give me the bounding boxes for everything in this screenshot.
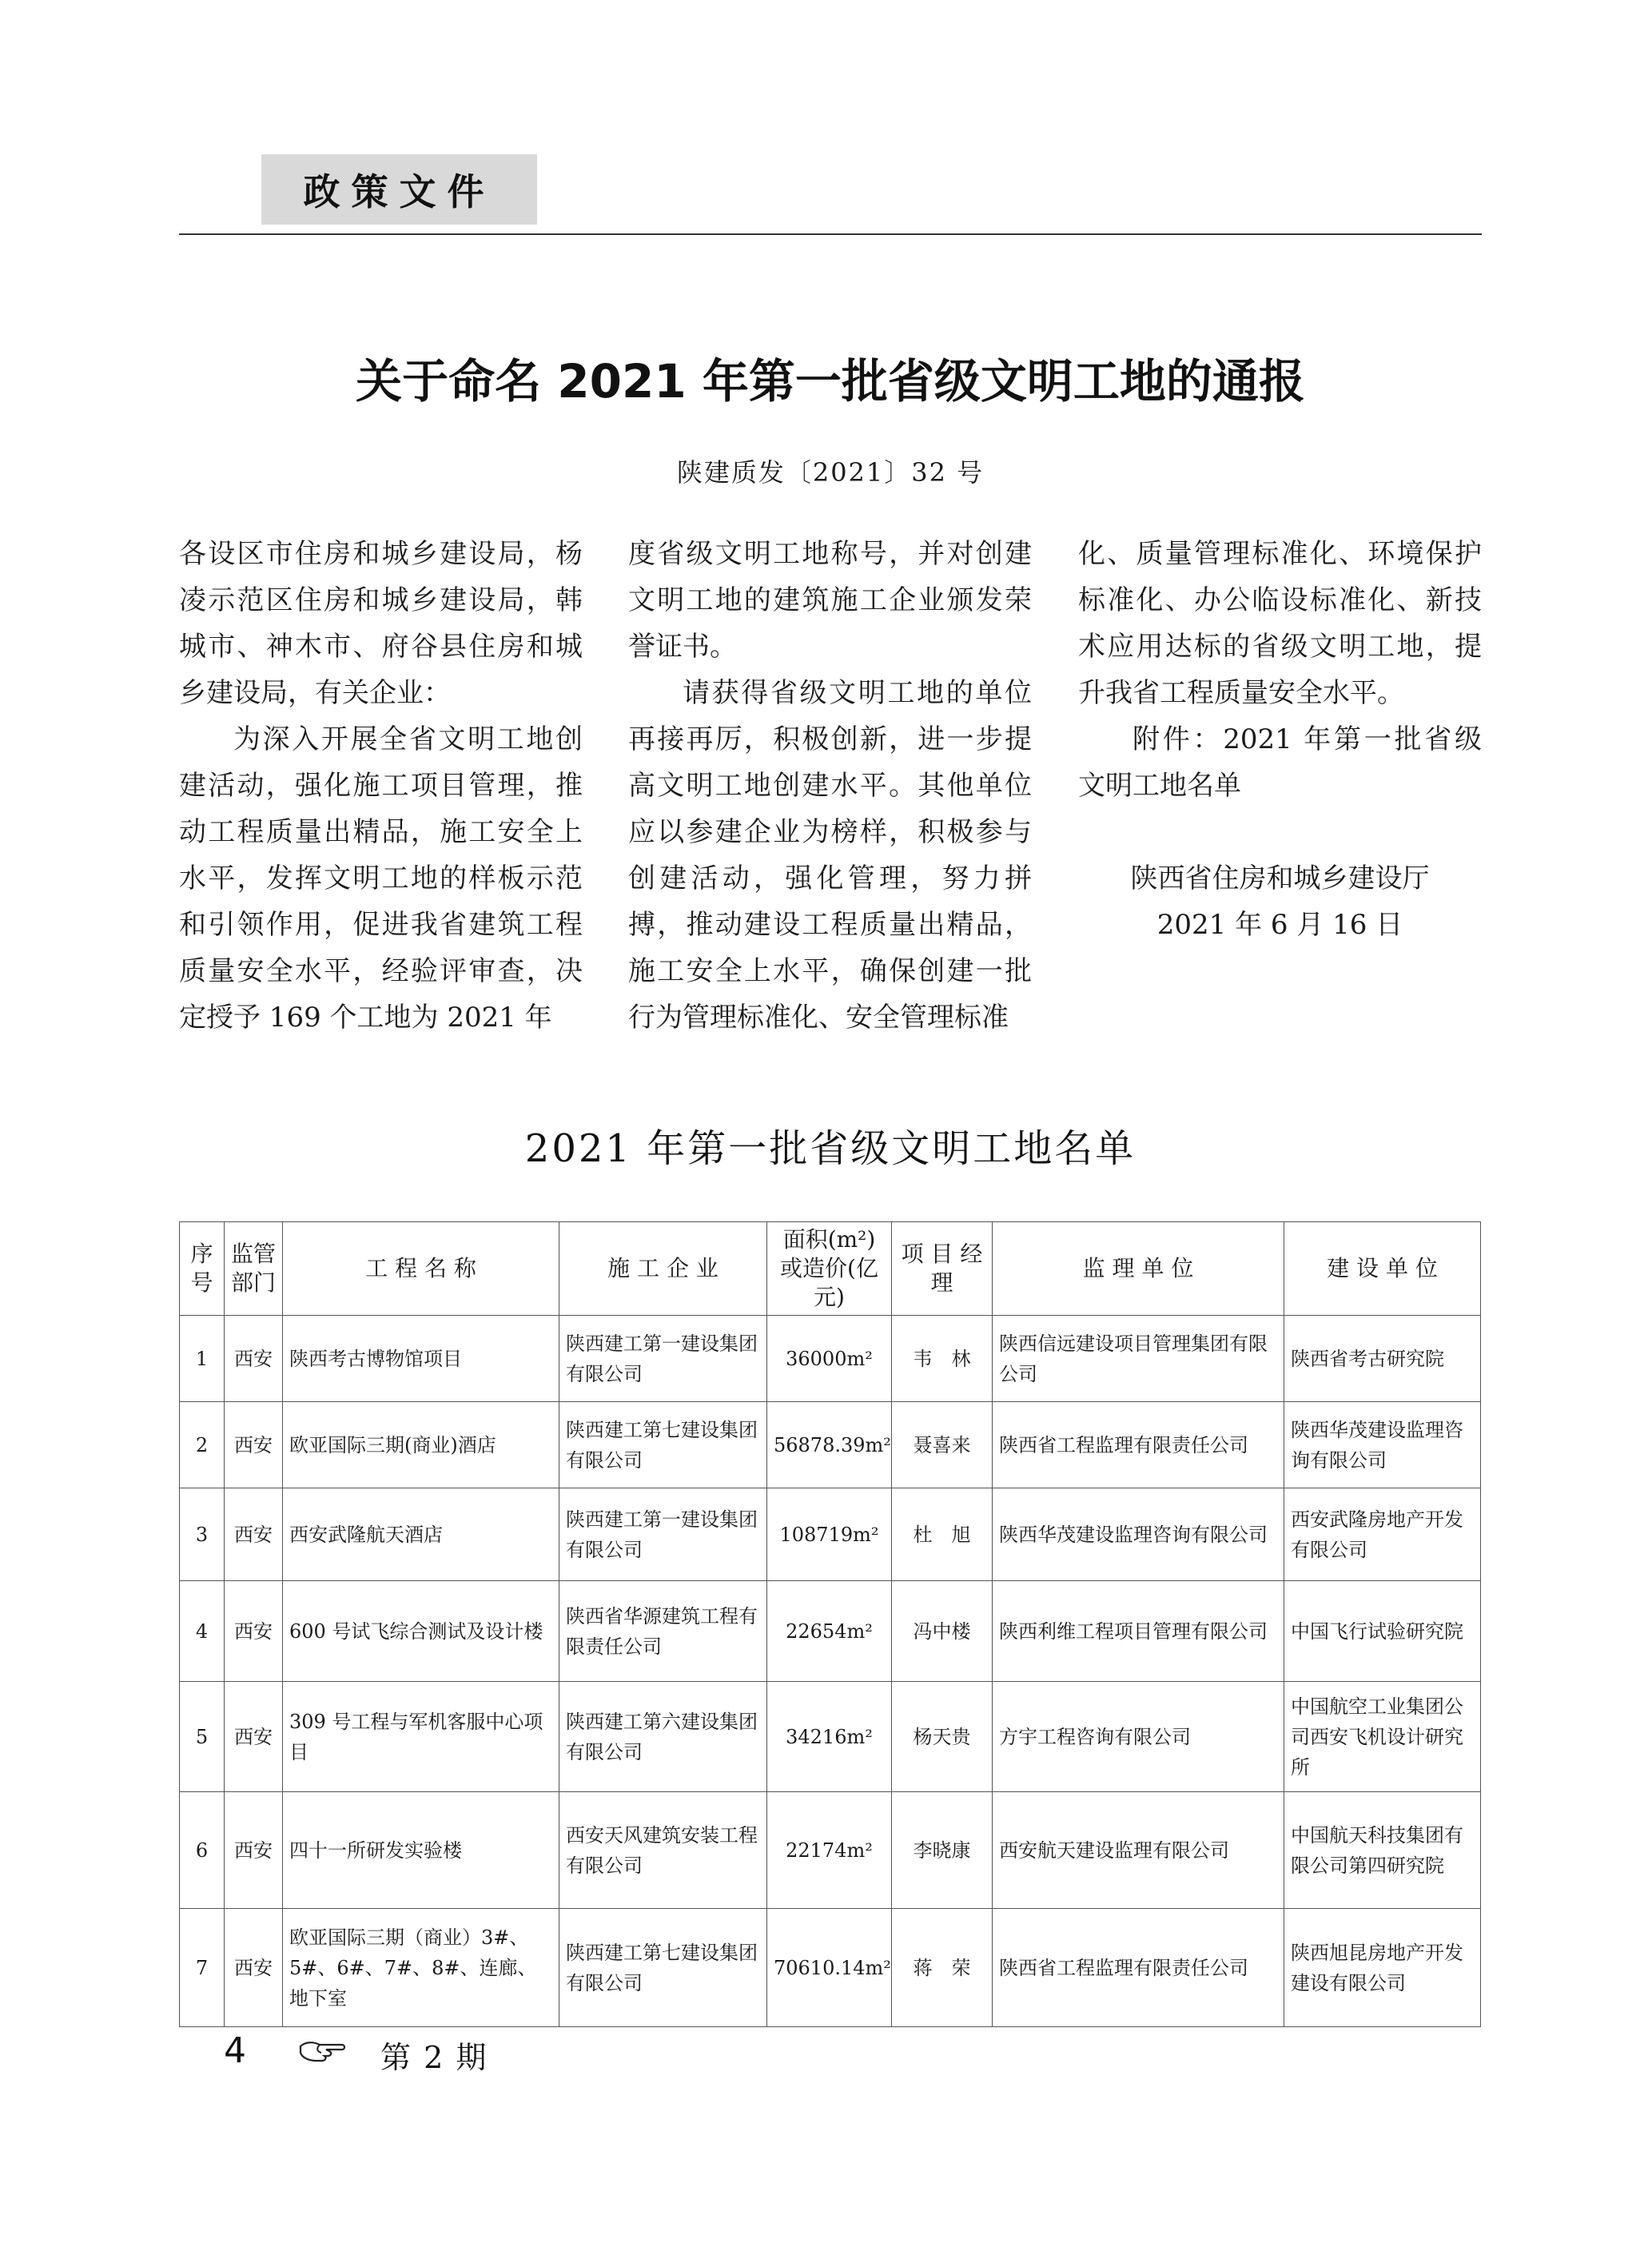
body-column-1 — [179, 531, 583, 1041]
attachment-note: 附件：2021 年第一批省级文明工地名单 — [1078, 723, 1482, 802]
cell-project-name: 四十一所研发实验楼 — [283, 1792, 559, 1909]
table-row — [180, 1402, 1481, 1488]
table-row — [180, 1316, 1481, 1402]
signer: 陕西省住房和城乡建设厅 — [1130, 863, 1430, 894]
section-tag: 政策文件 — [261, 154, 537, 225]
cell-project-name: 309 号工程与军机客服中心项目 — [283, 1682, 559, 1792]
spacer — [1078, 809, 1482, 855]
cell-manager: 韦 林 — [892, 1316, 993, 1402]
cell-supervisor: 西安航天建设监理有限公司 — [993, 1792, 1284, 1909]
cell-index: 5 — [180, 1682, 225, 1792]
cell-manager: 杨天贵 — [892, 1682, 993, 1792]
cell-area: 22174m² — [767, 1792, 892, 1909]
cell-index: 4 — [180, 1581, 225, 1682]
cell-contractor: 陕西建工第六建设集团有限公司 — [559, 1682, 767, 1792]
header-index: 序号 — [180, 1222, 225, 1316]
table-row — [180, 1488, 1481, 1581]
cell-department: 西安 — [225, 1792, 283, 1909]
cell-project-name: 陕西考古博物馆项目 — [283, 1316, 559, 1402]
addressee-paragraph: 各设区市住房和城乡建设局，杨凌示范区住房和城乡建设局，韩城市、神木市、府谷县住房和城乡建设局，有关企业： — [179, 538, 583, 709]
cell-contractor: 陕西建工第一建设集团有限公司 — [559, 1316, 767, 1402]
cell-supervisor: 陕西华茂建设监理咨询有限公司 — [993, 1488, 1284, 1581]
cell-owner: 中国航天科技集团有限公司第四研究院 — [1284, 1792, 1481, 1909]
header-contractor: 施 工 企 业 — [559, 1222, 767, 1316]
table-row — [180, 1682, 1481, 1792]
cell-area: 34216m² — [767, 1682, 892, 1792]
cell-manager: 蒋 荣 — [892, 1909, 993, 2027]
cell-department: 西安 — [225, 1402, 283, 1488]
sites-table — [179, 1221, 1481, 2027]
cell-area: 36000m² — [767, 1316, 892, 1402]
cell-index: 6 — [180, 1792, 225, 1909]
cell-index: 2 — [180, 1402, 225, 1488]
header-manager: 项 目 经 理 — [892, 1222, 993, 1316]
cell-contractor: 陕西建工第七建设集团有限公司 — [559, 1909, 767, 2027]
cell-manager: 聂喜来 — [892, 1402, 993, 1488]
cell-supervisor: 陕西省工程监理有限责任公司 — [993, 1402, 1284, 1488]
table-row — [180, 1581, 1481, 1682]
cell-supervisor: 方宇工程咨询有限公司 — [993, 1682, 1284, 1792]
header-owner: 建 设 单 位 — [1284, 1222, 1481, 1316]
cell-contractor: 陕西建工第一建设集团有限公司 — [559, 1488, 767, 1581]
body-column-2 — [628, 531, 1032, 1041]
header-area: 面积(m²)或造价(亿元) — [767, 1222, 892, 1316]
cell-department: 西安 — [225, 1581, 283, 1682]
header-project-name: 工 程 名 称 — [283, 1222, 559, 1316]
cell-owner: 陕西省考古研究院 — [1284, 1316, 1481, 1402]
body-columns — [179, 531, 1482, 1058]
cell-contractor: 西安天风建筑安装工程有限公司 — [559, 1792, 767, 1909]
body-column-3 — [1078, 531, 1482, 948]
list-title: 2021 年第一批省级文明工地名单 — [524, 1126, 1136, 1171]
table-row — [180, 1792, 1481, 1909]
cell-owner: 中国航空工业集团公司西安飞机设计研究所 — [1284, 1682, 1481, 1792]
cell-contractor: 陕西省华源建筑工程有限责任公司 — [559, 1581, 767, 1682]
table-row — [180, 1909, 1481, 2027]
cell-owner: 陕西华茂建设监理咨询有限公司 — [1284, 1402, 1481, 1488]
cell-supervisor: 陕西信远建设项目管理集团有限公司 — [993, 1316, 1284, 1402]
header-rule — [179, 233, 1482, 235]
cell-area: 22654m² — [767, 1581, 892, 1682]
cell-contractor: 陕西建工第七建设集团有限公司 — [559, 1402, 767, 1488]
body-paragraph: 度省级文明工地称号，并对创建文明工地的建筑施工企业颁发荣誉证书。 — [628, 538, 1032, 663]
cell-owner: 陕西旭昆房地产开发建设有限公司 — [1284, 1909, 1481, 2027]
cell-owner: 中国飞行试验研究院 — [1284, 1581, 1481, 1682]
table-header-row — [180, 1222, 1481, 1316]
cell-supervisor: 陕西省工程监理有限责任公司 — [993, 1909, 1284, 2027]
body-paragraph: 请获得省级文明工地的单位再接再厉，积极创新，进一步提高文明工地创建水平。其他单位应以参建企业为榜样，积极参与创建活动，强化管理，努力拼搏，推动建设工程质量出精品，施工安全上水平，确保创建一批行为管理标准化、安全管理标准 — [628, 677, 1032, 1034]
cell-project-name: 欧亚国际三期（商业）3#、5#、6#、7#、8#、连廊、地下室 — [283, 1909, 559, 2027]
cell-area: 70610.14m² — [767, 1909, 892, 2027]
cell-index: 3 — [180, 1488, 225, 1581]
header-department: 监管部门 — [225, 1222, 283, 1316]
cell-area: 56878.39m² — [767, 1402, 892, 1488]
cell-project-name: 600 号试飞综合测试及设计楼 — [283, 1581, 559, 1682]
document-number: 陕建质发〔2021〕32 号 — [676, 457, 985, 488]
body-paragraph: 为深入开展全省文明工地创建活动，强化施工项目管理，推动工程质量出精品，施工安全上水平，发挥文明工地的样板示范和引领作用，促进我省建筑工程质量安全水平，经验评审查，决定授予 169 个工地为 2021 年 — [179, 723, 583, 1034]
cell-department: 西安 — [225, 1316, 283, 1402]
pointing-hand-icon — [297, 2038, 347, 2066]
document-title: 关于命名 2021 年第一批省级文明工地的通报 — [356, 354, 1305, 408]
cell-project-name: 欧亚国际三期(商业)酒店 — [283, 1402, 559, 1488]
cell-index: 1 — [180, 1316, 225, 1402]
cell-manager: 杜 旭 — [892, 1488, 993, 1581]
page-number: 4 — [224, 2030, 246, 2071]
cell-department: 西安 — [225, 1488, 283, 1581]
cell-manager: 冯中楼 — [892, 1581, 993, 1682]
cell-supervisor: 陕西利维工程项目管理有限公司 — [993, 1581, 1284, 1682]
issue-label: 第 2 期 — [380, 2040, 488, 2075]
cell-index: 7 — [180, 1909, 225, 2027]
cell-department: 西安 — [225, 1682, 283, 1792]
cell-area: 108719m² — [767, 1488, 892, 1581]
cell-owner: 西安武隆房地产开发有限公司 — [1284, 1488, 1481, 1581]
header-supervisor: 监 理 单 位 — [993, 1222, 1284, 1316]
cell-department: 西安 — [225, 1909, 283, 2027]
issue-date: 2021 年 6 月 16 日 — [1156, 909, 1403, 941]
cell-manager: 李晓康 — [892, 1792, 993, 1909]
body-paragraph: 化、质量管理标准化、环境保护标准化、办公临设标准化、新技术应用达标的省级文明工地，提升我省工程质量安全水平。 — [1078, 538, 1482, 709]
cell-project-name: 西安武隆航天酒店 — [283, 1488, 559, 1581]
